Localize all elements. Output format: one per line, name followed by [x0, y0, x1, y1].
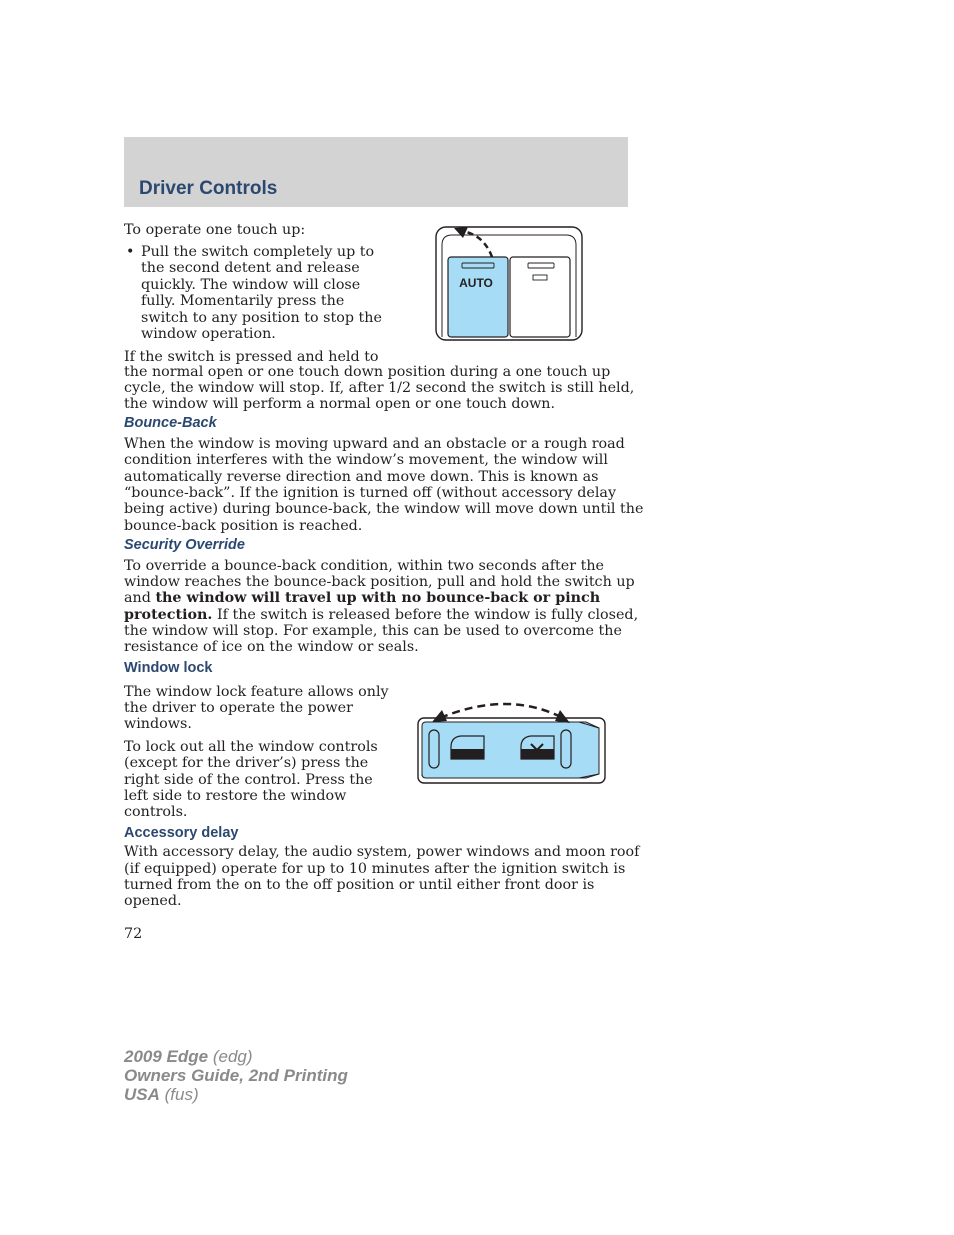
plain-switch-pad — [510, 257, 570, 337]
accessory-delay-line: With accessory delay, the audio system, power windows and moon roof — [124, 844, 640, 860]
security-override-line — [124, 590, 600, 606]
line-prefix: and — [124, 590, 156, 606]
bold-emphasis: protection. — [124, 607, 213, 623]
security-override-line: window reaches the bounce-back position, pull and hold the switch up — [124, 574, 635, 590]
footer-model-code: (edg) — [208, 1047, 253, 1066]
window-lock-line: left side to restore the window — [124, 788, 347, 804]
one-touch-para-line: If the switch is pressed and held to — [124, 349, 379, 365]
bold-emphasis: the window will travel up with no bounce-back or pinch — [155, 590, 601, 606]
auto-label: AUTO — [459, 276, 493, 290]
bounce-back-line: When the window is moving upward and an obstacle or a rough road — [124, 436, 625, 452]
window-lock-line: the driver to operate the power — [124, 700, 353, 716]
line-rest: If the switch is released before the window is fully closed, — [212, 607, 639, 623]
print-footer — [124, 1047, 348, 1104]
bounce-back-line: bounce-back position is reached. — [124, 518, 363, 534]
bounce-back-line: “bounce-back”. If the ignition is turned off (without accessory delay — [124, 485, 617, 501]
window-lock-line: To lock out all the window controls — [124, 739, 378, 755]
window-lock-heading: Window lock — [124, 660, 213, 676]
window-lock-line: right side of the control. Press the — [124, 772, 373, 788]
accessory-delay-heading: Accessory delay — [124, 825, 239, 841]
auto-switch-pad — [448, 257, 508, 337]
section-title: Driver Controls — [139, 178, 278, 199]
bounce-back-line: condition interferes with the window’s movement, the window will — [124, 452, 608, 468]
footer-line — [124, 1085, 348, 1104]
bullet-marker: • — [126, 244, 135, 260]
one-touch-intro: To operate one touch up: — [124, 222, 306, 238]
page-number: 72 — [124, 926, 143, 942]
arrowhead-right-icon — [555, 710, 570, 723]
window-switch-figure — [434, 225, 586, 343]
window-lock-figure — [416, 696, 608, 786]
footer-market: USA — [124, 1085, 160, 1104]
bounce-back-line: being active) during bounce-back, the window will move down until the — [124, 501, 644, 517]
bounce-back-line: automatically reverse direction and move down. This is known as — [124, 469, 599, 485]
one-touch-para-line: cycle, the window will stop. If, after 1/2 second the switch is still held, — [124, 380, 635, 396]
footer-market-code: (fus) — [159, 1085, 199, 1104]
security-override-heading: Security Override — [124, 537, 245, 553]
window-lock-line: (except for the driver’s) press the — [124, 755, 369, 771]
one-touch-para-line: the window will perform a normal open or one touch down. — [124, 396, 556, 412]
one-touch-para-line: the normal open or one touch down position during a one touch up — [124, 364, 611, 380]
security-override-line — [124, 607, 638, 623]
window-lock-line: windows. — [124, 716, 192, 732]
accessory-delay-line: (if equipped) operate for up to 10 minutes after the ignition switch is — [124, 861, 626, 877]
accessory-delay-line: opened. — [124, 893, 182, 909]
toggle-arrow-icon — [440, 704, 563, 718]
footer-line — [124, 1047, 348, 1066]
security-override-line: the window will stop. For example, this can be used to overcome the — [124, 623, 622, 639]
bounce-back-heading: Bounce-Back — [124, 415, 217, 431]
security-override-line: To override a bounce-back condition, within two seconds after the — [124, 558, 605, 574]
footer-line: Owners Guide, 2nd Printing — [124, 1066, 348, 1085]
accessory-delay-line: turned from the on to the off position or until either front door is — [124, 877, 595, 893]
bullet-text: Pull the switch completely up to the second detent and release quickly. The window will close fully. Momentarily press the switch to any position to stop the window operation. — [141, 244, 382, 343]
window-lock-line: controls. — [124, 804, 188, 820]
window-lock-line: The window lock feature allows only — [124, 684, 389, 700]
security-override-line: resistance of ice on the window or seals. — [124, 639, 419, 655]
footer-model: 2009 Edge — [124, 1047, 209, 1066]
